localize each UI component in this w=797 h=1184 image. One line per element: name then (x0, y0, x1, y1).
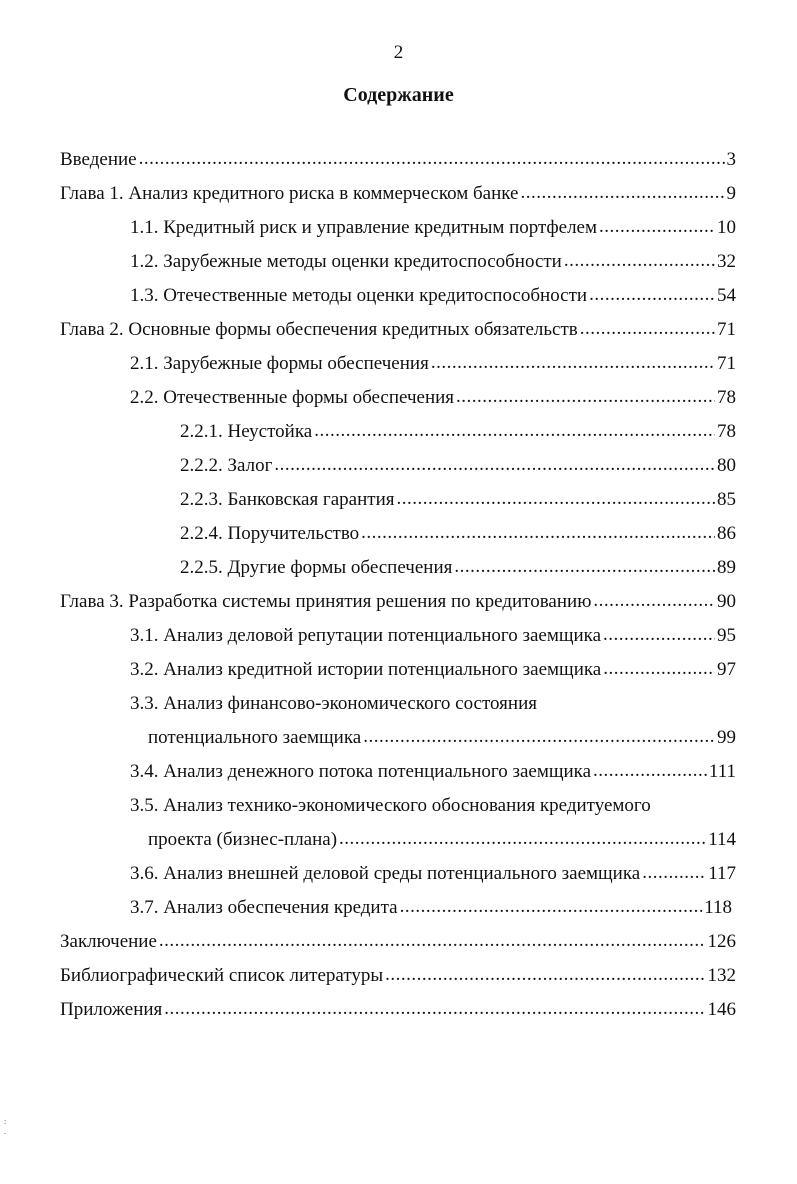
toc-leader-dots (339, 822, 706, 856)
toc-entry-label: Глава 2. Основные формы обеспечения кредитных обязательств (60, 319, 578, 340)
toc-entry-section-1-3 (130, 279, 736, 313)
toc-leader-dots (454, 550, 715, 584)
toc-entry-subsection-2-2-5 (180, 551, 736, 585)
toc-entry-label: Глава 3. Разработка системы принятия решения по кредитованию (60, 591, 592, 612)
toc-entry-label: потенциального заемщика (148, 727, 362, 748)
toc-leader-dots (589, 278, 715, 312)
toc-leader-dots (164, 992, 705, 1026)
toc-entry-bibliography (60, 959, 736, 993)
scan-mark: . (4, 1127, 6, 1136)
toc-entry-label: 2.1. Зарубежные формы обеспечения (130, 353, 429, 374)
toc-leader-dots (599, 210, 715, 244)
toc-entry-conclusion (60, 925, 736, 959)
toc-leader-dots (385, 958, 705, 992)
toc-entry-label: 2.2. Отечественные формы обеспечения (130, 387, 455, 408)
toc-entry-page: 126 (707, 931, 736, 952)
toc-entry-subsection-2-2-3 (180, 483, 736, 517)
toc-entry-section-1-2 (130, 245, 736, 279)
toc-entry-label: 1.2. Зарубежные методы оценки кредитоспособности (130, 251, 562, 272)
toc-leader-dots (456, 380, 715, 414)
toc-entry-page: 86 (717, 523, 736, 544)
toc-entry-label: 2.2.3. Банковская гарантия (180, 489, 395, 510)
toc-leader-dots (396, 482, 715, 516)
toc-entry-intro (60, 143, 736, 177)
toc-entry-page: 114 (708, 829, 736, 850)
toc-entry-section-3-2 (130, 653, 736, 687)
toc-entry-label: 3.4. Анализ денежного потока потенциального заемщика (130, 761, 592, 782)
toc-entry-chapter-2 (60, 313, 736, 347)
toc-entry-page: 146 (707, 999, 736, 1020)
toc-entry-subsection-2-2-4 (180, 517, 736, 551)
toc-entry-section-1-1 (130, 211, 736, 245)
toc-entry-page: 71 (717, 353, 736, 374)
toc-entry-page: 89 (717, 557, 736, 578)
toc-entry-label: 2.2.4. Поручительство (180, 523, 360, 544)
toc-leader-dots (593, 584, 715, 618)
toc-entry-label: 3.1. Анализ деловой репутации потенциального заемщика (130, 625, 602, 646)
toc-entry-section-3-6 (130, 857, 736, 891)
toc-entry-page: 32 (717, 251, 736, 272)
toc-entry-label: Глава 1. Анализ кредитного риска в коммерческом банке (60, 183, 519, 204)
toc-entry-label: Введение (60, 149, 137, 170)
toc-entry-label: 1.1. Кредитный риск и управление кредитным портфелем (130, 217, 598, 238)
toc-entry-label: 2.2.2. Залог (180, 455, 273, 476)
page-number: 2 (393, 42, 404, 63)
toc-leader-dots (159, 924, 706, 958)
toc-entry-section-3-1 (130, 619, 736, 653)
toc-entry-section-3-3-line-2 (148, 721, 736, 755)
toc-entry-label: 3.7. Анализ обеспечения кредита (130, 897, 398, 918)
toc-leader-dots (314, 414, 715, 448)
toc-leader-dots (580, 312, 715, 346)
toc-entry-page: 71 (717, 319, 736, 340)
toc-leader-dots (139, 142, 725, 176)
toc-entry-section-3-5-line-1: 3.5. Анализ технико-экономического обоснования кредитуемого (130, 795, 651, 816)
page-title: Содержание (343, 84, 454, 106)
toc-leader-dots (603, 652, 715, 686)
toc-entry-section-3-5-line-2 (148, 823, 736, 857)
toc-entry-page: 80 (717, 455, 736, 476)
toc-leader-dots (400, 890, 703, 924)
toc-entry-section-2-2 (130, 381, 736, 415)
toc-entry-label: 2.2.1. Неустойка (180, 421, 313, 442)
toc-entry-page: 54 (717, 285, 736, 306)
toc-entry-section-2-1 (130, 347, 736, 381)
toc-entry-label: 3.6. Анализ внешней деловой среды потенциального заемщика (130, 863, 641, 884)
toc-entry-page: 99 (717, 727, 736, 748)
toc-entry-page: 111 (708, 761, 736, 782)
toc-entry-page: 117 (708, 863, 736, 884)
toc-entry-subsection-2-2-1 (180, 415, 736, 449)
toc-leader-dots (274, 448, 715, 482)
toc-leader-dots (363, 720, 715, 754)
toc-entry-page: 78 (717, 421, 736, 442)
scan-mark: : (4, 1117, 7, 1126)
toc-entry-page: 90 (717, 591, 736, 612)
toc-entry-label: 3.2. Анализ кредитной истории потенциального заемщика (130, 659, 602, 680)
toc-entry-label: Приложения (60, 999, 163, 1020)
toc-entry-page: 132 (707, 965, 736, 986)
toc-entry-page: 9 (726, 183, 736, 204)
toc-entry-page: 78 (717, 387, 736, 408)
toc-leader-dots (361, 516, 715, 550)
toc-leader-dots (520, 176, 724, 210)
toc-leader-dots (431, 346, 715, 380)
toc-entry-section-3-4 (130, 755, 736, 789)
toc-entry-section-3-3-line-1: 3.3. Анализ финансово-экономического состояния (130, 693, 537, 714)
toc-entry-subsection-2-2-2 (180, 449, 736, 483)
toc-leader-dots (603, 618, 715, 652)
toc-entry-page: 3 (726, 149, 736, 170)
toc-entry-chapter-1 (60, 177, 736, 211)
toc-entry-label: 2.2.5. Другие формы обеспечения (180, 557, 453, 578)
toc-entry-chapter-3 (60, 585, 736, 619)
toc-entry-appendices (60, 993, 736, 1027)
toc-entry-page: 85 (717, 489, 736, 510)
toc-leader-dots (564, 244, 715, 278)
toc-entry-section-3-7 (130, 891, 732, 925)
toc-leader-dots (642, 856, 706, 890)
toc-entry-label: проекта (бизнес-плана) (148, 829, 338, 850)
toc-entry-label: 1.3. Отечественные методы оценки кредитоспособности (130, 285, 588, 306)
toc-entry-page: 95 (717, 625, 736, 646)
toc-entry-page: 10 (717, 217, 736, 238)
toc-entry-page: 97 (717, 659, 736, 680)
toc-leader-dots (593, 754, 707, 788)
toc-entry-label: Библиографический список литературы (60, 965, 384, 986)
toc-entry-label: Заключение (60, 931, 157, 952)
toc-entry-page: 118 (704, 897, 732, 918)
